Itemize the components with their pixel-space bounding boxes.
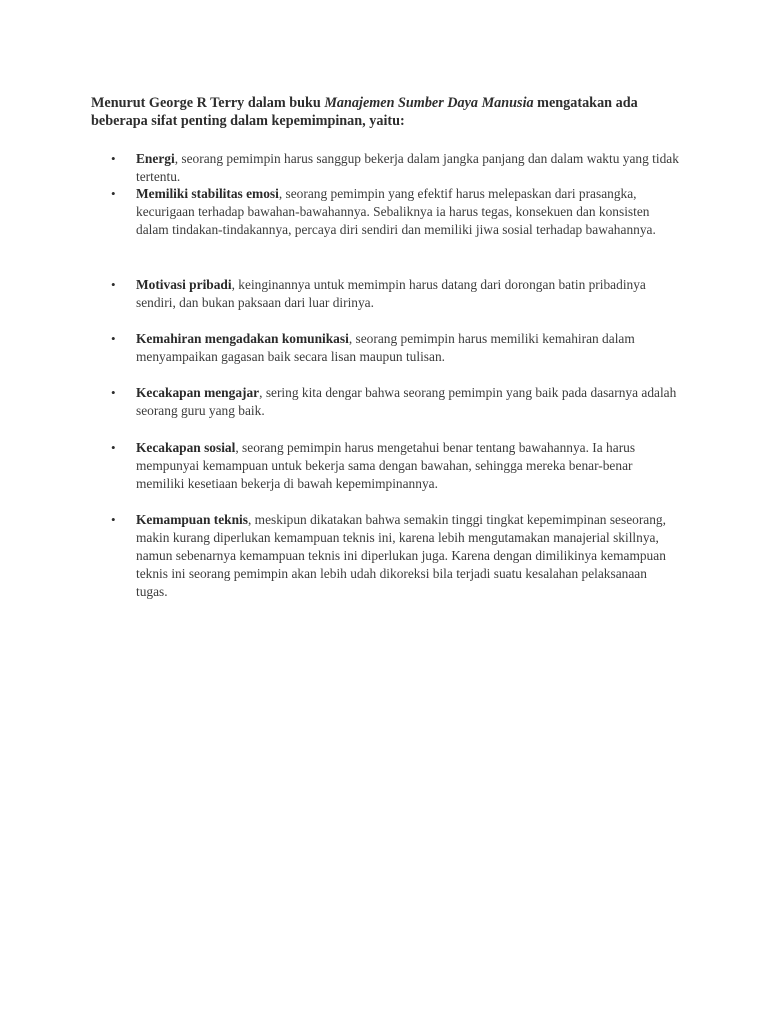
list-item-stabilitas-emosi — [111, 185, 681, 239]
list-item-komunikasi — [111, 330, 681, 366]
item-text: , keinginannya untuk memimpin harus datang dari dorongan batin pribadinya sendiri, dan bukan paksaan dari luar dirinya. — [136, 277, 646, 310]
item-term: Kecakapan mengajar — [136, 385, 260, 400]
bullet-icon: • — [111, 331, 116, 346]
list-item-teknis — [111, 511, 681, 601]
bullet-icon: • — [111, 277, 116, 292]
bullet-icon: • — [111, 186, 116, 201]
bullet-icon: • — [111, 385, 116, 400]
item-text: , seorang pemimpin yang efektif harus melepaskan dari prasangka, kecurigaan terhadap bawahan-bawahannya. Sebaliknya ia harus tegas, konsekuen dan konsisten dalam tindakan-tindakannya, percaya diri sendiri dan memiliki jiwa sosial terhadap bawahannya. — [136, 186, 656, 237]
item-term: Kecakapan sosial — [136, 440, 236, 455]
list-item-mengajar — [111, 384, 681, 420]
list-item-energi — [111, 150, 681, 186]
list-item-sosial — [111, 439, 681, 493]
item-term: Kemahiran mengadakan komunikasi — [136, 331, 349, 346]
item-text: , sering kita dengar bahwa seorang pemimpin yang baik pada dasarnya adalah seorang guru yang baik. — [136, 385, 677, 418]
item-text: , seorang pemimpin harus sanggup bekerja dalam jangka panjang dan dalam waktu yang tidak tertentu. — [136, 151, 679, 184]
item-text: , seorang pemimpin harus memiliki kemahiran dalam menyampaikan gagasan baik secara lisan maupun tulisan. — [136, 331, 635, 364]
bullet-icon: • — [111, 151, 116, 166]
item-term: Kemampuan teknis — [136, 512, 248, 527]
item-text: , seorang pemimpin harus mengetahui benar tentang bawahannya. Ia harus mempunyai kemampuan untuk bekerja sama dengan bawahan, sehingga mereka benar-benar memiliki kesetiaan bekerja di bawah kepemimpinannya. — [136, 440, 636, 491]
item-term: Energi — [136, 151, 175, 166]
list-item-motivasi-pribadi — [111, 276, 681, 312]
item-term: Motivasi pribadi — [136, 277, 232, 292]
bullet-icon: • — [111, 512, 116, 527]
intro-paragraph — [91, 94, 691, 130]
item-term: Memiliki stabilitas emosi — [136, 186, 279, 201]
book-title: Manajemen Sumber Daya Manusia — [324, 95, 534, 111]
intro-suffix: mengatakan ada beberapa sifat penting dalam kepemimpinan, yaitu: — [91, 95, 638, 129]
item-text: , meskipun dikatakan bahwa semakin tinggi tingkat kepemimpinan seseorang, makin kurang diperlukan kemampuan teknis ini, karena lebih mengutamakan manajerial skillnya, namun sebenarnya kemampuan teknis ini diperlukan juga. Karena dengan dimilikinya kemampuan teknis ini seorang pemimpin akan lebih udah dikoreksi bila terjadi suatu kesalahan pelaksanaan tugas. — [136, 512, 666, 599]
intro-prefix: Menurut George R Terry dalam buku — [91, 95, 325, 111]
bullet-icon: • — [111, 440, 116, 455]
